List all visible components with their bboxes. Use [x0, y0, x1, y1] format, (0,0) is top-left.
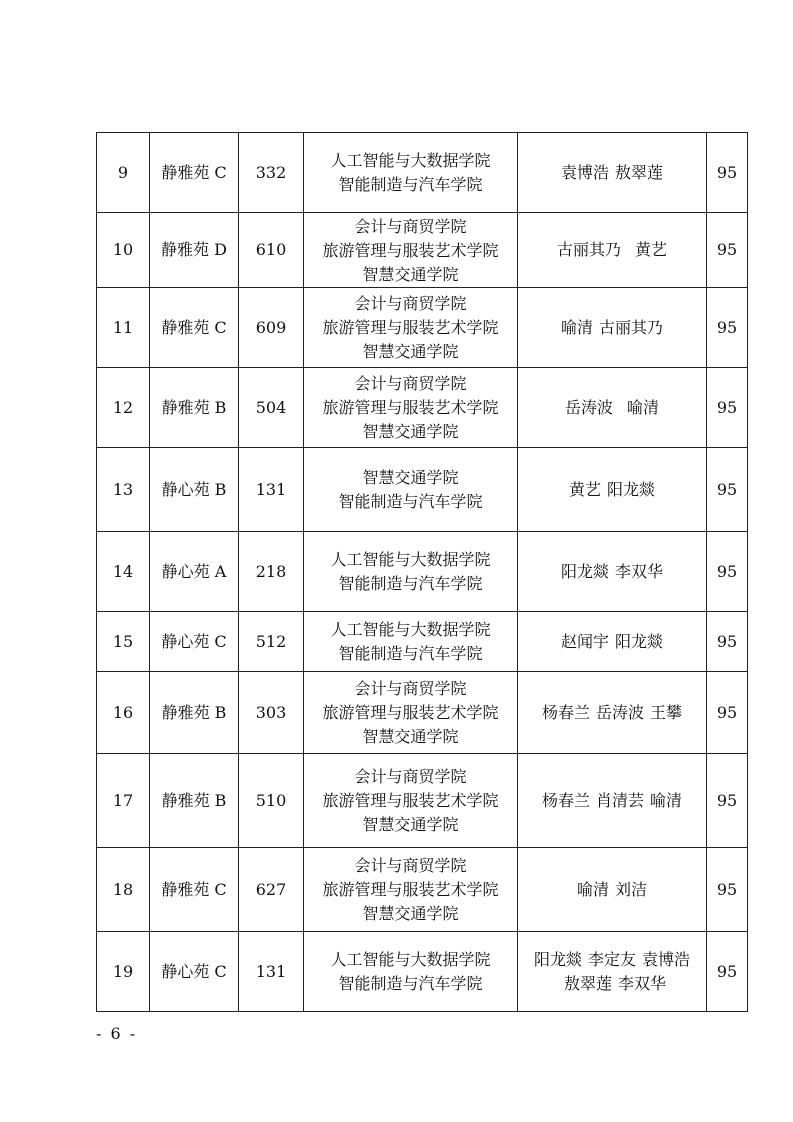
college-name: 智慧交通学院	[362, 421, 459, 441]
college-name: 会计与商贸学院	[354, 293, 467, 313]
room-cell: 218	[239, 532, 304, 612]
building-cell: 静雅苑 B	[150, 672, 239, 754]
college-name: 会计与商贸学院	[354, 766, 467, 786]
college-name: 人工智能与大数据学院	[330, 619, 491, 639]
colleges-cell	[304, 848, 518, 932]
teacher-name: 喻清	[576, 879, 609, 899]
teachers-cell	[518, 848, 707, 932]
colleges-cell	[304, 754, 518, 848]
building-cell: 静雅苑 C	[150, 288, 239, 368]
teacher-name: 肖清芸	[595, 790, 644, 810]
table-row	[97, 848, 748, 932]
building-cell: 静雅苑 B	[150, 368, 239, 448]
row-number-cell: 17	[97, 754, 150, 848]
room-cell: 131	[239, 448, 304, 532]
teacher-list	[518, 701, 706, 725]
college-name: 旅游管理与服装艺术学院	[322, 317, 499, 337]
teachers-cell	[518, 672, 707, 754]
score-cell: 95	[707, 448, 748, 532]
table-row	[97, 213, 748, 288]
row-number-cell: 16	[97, 672, 150, 754]
teacher-list	[518, 161, 706, 185]
teacher-name: 黄艺	[635, 240, 668, 259]
building-cell: 静心苑 C	[150, 932, 239, 1012]
teacher-name: 岳涛波	[595, 702, 644, 722]
colleges-cell	[304, 448, 518, 532]
college-name: 会计与商贸学院	[354, 373, 467, 393]
college-name: 智能制造与汽车学院	[338, 491, 483, 511]
teachers-cell	[518, 754, 707, 848]
score-cell: 95	[707, 133, 748, 213]
building-cell: 静雅苑 B	[150, 754, 239, 848]
colleges-cell	[304, 133, 518, 213]
teacher-name: 袁博浩	[642, 949, 691, 969]
teacher-name: 喻清	[560, 317, 593, 337]
score-cell: 95	[707, 612, 748, 672]
table-row	[97, 288, 748, 368]
teachers-cell	[518, 612, 707, 672]
building-cell: 静心苑 B	[150, 448, 239, 532]
teacher-name: 阳龙燚	[533, 949, 582, 969]
teacher-list	[518, 478, 706, 502]
room-cell: 332	[239, 133, 304, 213]
building-cell: 静心苑 A	[150, 532, 239, 612]
college-name: 智能制造与汽车学院	[338, 174, 483, 194]
room-cell: 610	[239, 213, 304, 288]
teacher-name: 黄艺	[568, 479, 601, 499]
teacher-name: 袁博浩	[560, 162, 609, 182]
college-name: 智慧交通学院	[362, 265, 459, 284]
dorm-inspection-table	[96, 132, 748, 1012]
score-cell: 95	[707, 288, 748, 368]
room-cell: 510	[239, 754, 304, 848]
teachers-cell	[518, 133, 707, 213]
college-name: 旅游管理与服装艺术学院	[322, 702, 499, 722]
colleges-cell	[304, 532, 518, 612]
teachers-cell	[518, 288, 707, 368]
colleges-cell	[304, 288, 518, 368]
teacher-name: 阳龙燚	[560, 561, 609, 581]
row-number-cell: 15	[97, 612, 150, 672]
row-number-cell: 14	[97, 532, 150, 612]
row-number-cell: 10	[97, 213, 150, 288]
colleges-cell	[304, 213, 518, 288]
colleges-cell	[304, 932, 518, 1012]
room-cell: 131	[239, 932, 304, 1012]
building-cell: 静雅苑 D	[150, 213, 239, 288]
college-name: 旅游管理与服装艺术学院	[322, 397, 499, 417]
score-cell: 95	[707, 368, 748, 448]
room-cell: 303	[239, 672, 304, 754]
score-cell: 95	[707, 848, 748, 932]
score-cell: 95	[707, 213, 748, 288]
college-name: 旅游管理与服装艺术学院	[322, 790, 499, 810]
score-cell: 95	[707, 754, 748, 848]
table-row	[97, 932, 748, 1012]
teacher-name: 阳龙燚	[615, 631, 664, 651]
table-row	[97, 133, 748, 213]
row-number-cell: 11	[97, 288, 150, 368]
college-name: 旅游管理与服装艺术学院	[322, 879, 499, 899]
colleges-cell	[304, 368, 518, 448]
teachers-cell	[518, 368, 707, 448]
college-name: 旅游管理与服装艺术学院	[322, 241, 499, 260]
page-number: - 6 -	[96, 1024, 138, 1043]
teacher-name: 王攀	[650, 702, 683, 722]
college-name: 智慧交通学院	[362, 341, 459, 361]
college-name: 智慧交通学院	[362, 467, 459, 487]
score-cell: 95	[707, 532, 748, 612]
teacher-name: 杨春兰	[541, 790, 590, 810]
college-name: 智慧交通学院	[362, 726, 459, 746]
teacher-list	[518, 316, 706, 340]
room-cell: 609	[239, 288, 304, 368]
teachers-cell	[518, 213, 707, 288]
colleges-cell	[304, 672, 518, 754]
college-name: 会计与商贸学院	[354, 855, 467, 875]
teacher-list	[518, 630, 706, 654]
teacher-list	[518, 789, 706, 813]
teacher-name: 喻清	[650, 790, 683, 810]
score-cell: 95	[707, 932, 748, 1012]
building-cell: 静雅苑 C	[150, 848, 239, 932]
row-number-cell: 12	[97, 368, 150, 448]
teacher-list	[518, 948, 706, 996]
table-row	[97, 368, 748, 448]
teacher-name: 喻清	[627, 397, 660, 417]
room-cell: 512	[239, 612, 304, 672]
teachers-cell	[518, 532, 707, 612]
teacher-name: 阳龙燚	[607, 479, 656, 499]
teacher-name: 赵闻宇	[560, 631, 609, 651]
teacher-name: 李双华	[615, 561, 664, 581]
row-number-cell: 9	[97, 133, 150, 213]
college-name: 人工智能与大数据学院	[330, 549, 491, 569]
teacher-name: 敖翠莲	[563, 973, 612, 993]
college-name: 智能制造与汽车学院	[338, 973, 483, 993]
teacher-name: 古丽其乃	[599, 317, 664, 337]
teacher-name: 李定友	[587, 949, 636, 969]
row-number-cell: 19	[97, 932, 150, 1012]
row-number-cell: 18	[97, 848, 150, 932]
teachers-cell	[518, 448, 707, 532]
college-name: 智慧交通学院	[362, 903, 459, 923]
college-name: 人工智能与大数据学院	[330, 949, 491, 969]
college-name: 智慧交通学院	[362, 814, 459, 834]
teacher-name: 敖翠莲	[615, 162, 664, 182]
table-row	[97, 532, 748, 612]
college-name: 会计与商贸学院	[354, 678, 467, 698]
college-name: 智能制造与汽车学院	[338, 573, 483, 593]
room-cell: 627	[239, 848, 304, 932]
table-row	[97, 448, 748, 532]
college-name: 会计与商贸学院	[354, 217, 467, 236]
table-row	[97, 612, 748, 672]
colleges-cell	[304, 612, 518, 672]
score-cell: 95	[707, 672, 748, 754]
college-name: 人工智能与大数据学院	[330, 150, 491, 170]
teacher-name: 古丽其乃	[556, 240, 621, 259]
table-row	[97, 754, 748, 848]
teacher-name: 岳涛波	[564, 397, 613, 417]
room-cell: 504	[239, 368, 304, 448]
teacher-name: 李双华	[618, 973, 667, 993]
teacher-list	[518, 238, 706, 262]
table-row	[97, 672, 748, 754]
building-cell: 静心苑 C	[150, 612, 239, 672]
table-body	[97, 133, 748, 1012]
teacher-list	[518, 560, 706, 584]
teacher-list	[518, 878, 706, 902]
teacher-name: 杨春兰	[541, 702, 590, 722]
building-cell: 静雅苑 C	[150, 133, 239, 213]
row-number-cell: 13	[97, 448, 150, 532]
teacher-list	[518, 396, 706, 420]
teacher-name: 刘洁	[615, 879, 648, 899]
college-name: 智能制造与汽车学院	[338, 643, 483, 663]
teachers-cell	[518, 932, 707, 1012]
